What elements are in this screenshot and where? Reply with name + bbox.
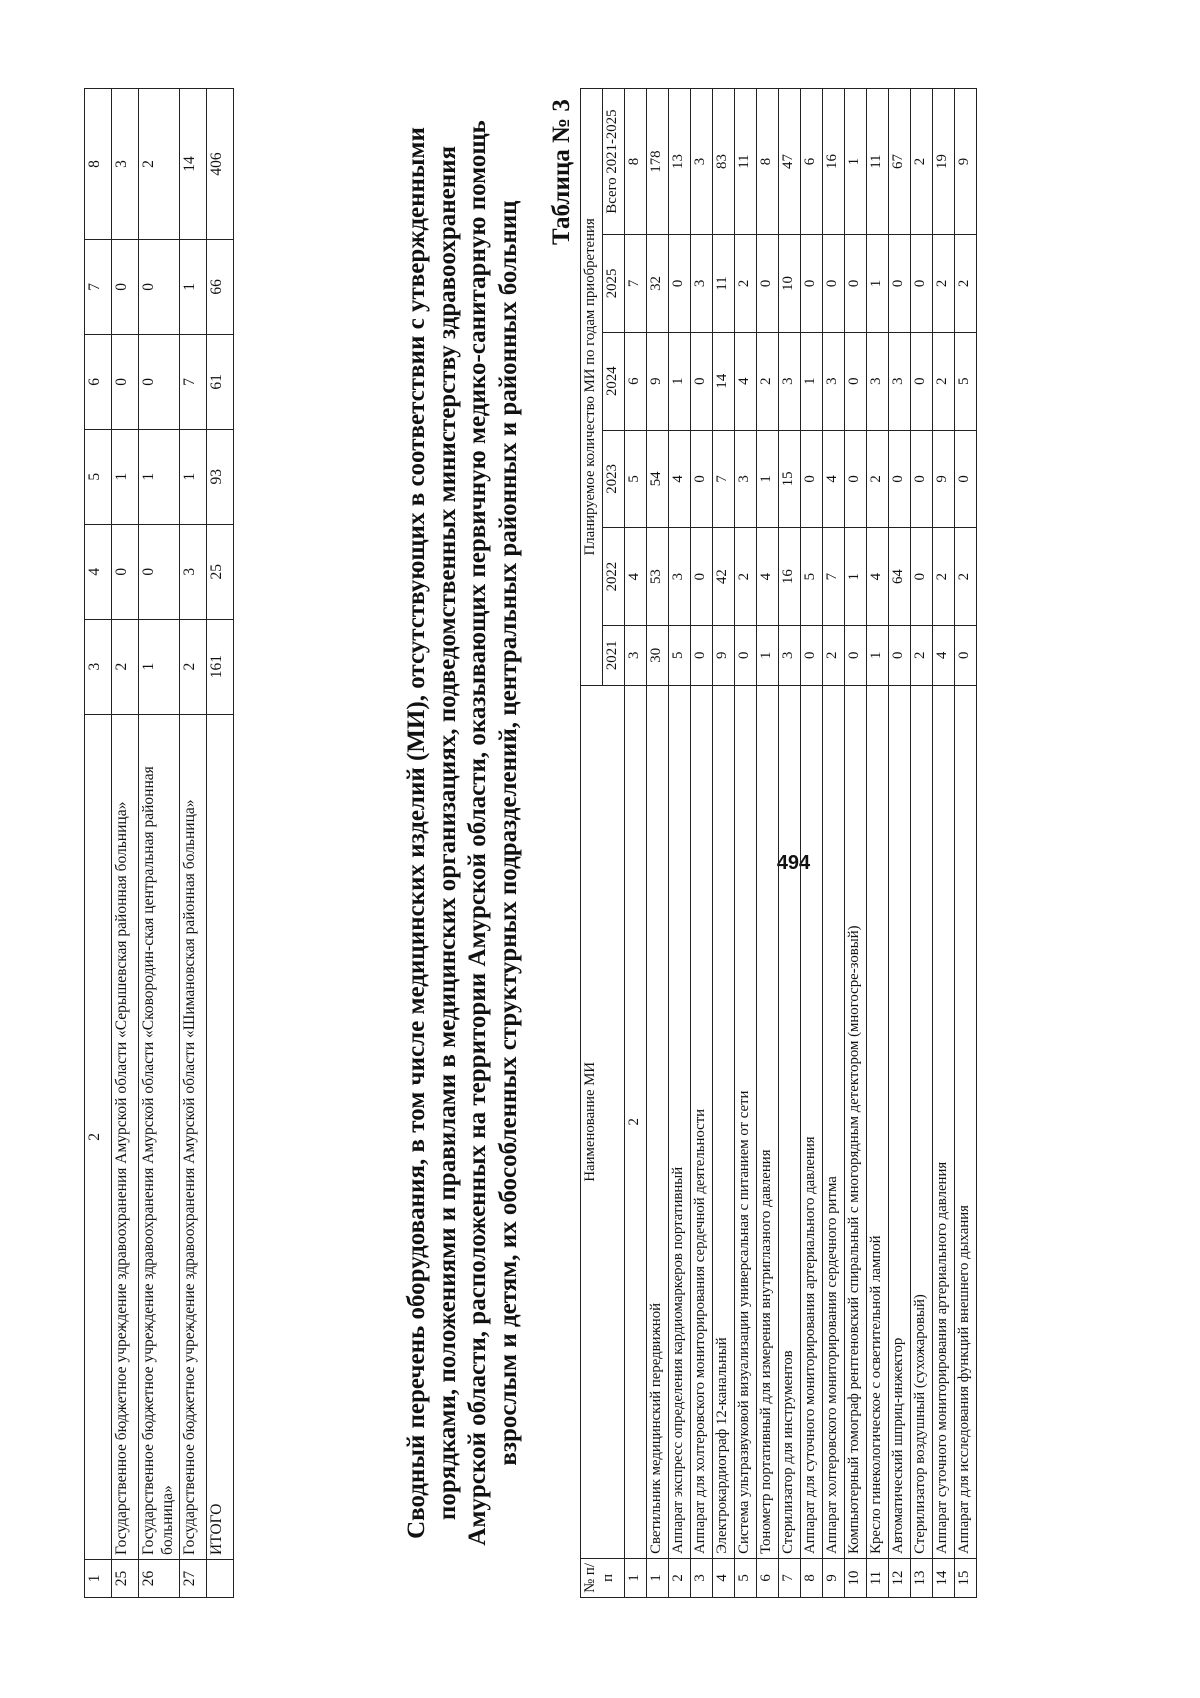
table-cell: 5 [735, 1558, 757, 1597]
table-cell: 16 [823, 89, 845, 235]
table-cell: 27 [179, 1560, 206, 1598]
table-cell: 0 [823, 235, 845, 333]
year-header: 2023 [603, 430, 625, 528]
table-cell: 3 [179, 524, 206, 619]
table-cell: 14 [713, 332, 735, 430]
table-cell: 11 [867, 1558, 889, 1597]
table-cell: Государственное бюджетное учреждение здравоохранения Амурской области «Шимановская районная больница» [179, 714, 206, 1559]
table-cell: 0 [845, 332, 867, 430]
table-cell: ИТОГО [206, 714, 233, 1559]
table-cell: 2 [911, 89, 933, 235]
table-cell: 0 [889, 625, 911, 685]
table-cell: 93 [206, 429, 233, 524]
table-cell: 14 [933, 1558, 955, 1597]
header-cell: 2 [85, 714, 112, 1559]
table-cell: 0 [955, 625, 977, 685]
column-number: 4 [625, 528, 647, 626]
table-cell: 0 [691, 625, 713, 685]
table-cell: 4 [933, 625, 955, 685]
table-cell: 11 [735, 89, 757, 235]
table-cell: 0 [139, 239, 180, 334]
table-cell: 26 [139, 1560, 180, 1598]
table-cell: 1 [845, 528, 867, 626]
table-cell: 0 [691, 430, 713, 528]
table-row [867, 89, 889, 1598]
table-cell: 1 [669, 332, 691, 430]
year-header: 2025 [603, 235, 625, 333]
table-cell: 2 [757, 332, 779, 430]
year-header: 2021 [603, 625, 625, 685]
table-cell: 4 [735, 332, 757, 430]
table-cell: Аппарат для холтеровского мониторирования сердечной деятельности [691, 685, 713, 1558]
table-cell [206, 1560, 233, 1598]
table-row [933, 89, 955, 1598]
table-row [647, 89, 669, 1598]
table-cell: Аппарат для исследования функций внешнего дыхания [955, 685, 977, 1558]
table-cell: 4 [713, 1558, 735, 1597]
header-cell: 1 [85, 1560, 112, 1598]
table-cell: Аппарат экспресс определения кардиомаркеров портативный [669, 685, 691, 1558]
table-cell: 2 [139, 89, 180, 240]
table-cell: 4 [757, 528, 779, 626]
table-cell: 0 [955, 430, 977, 528]
table-cell: 0 [669, 235, 691, 333]
table-cell: 0 [801, 430, 823, 528]
table-cell: Светильник медицинский передвижной [647, 685, 669, 1558]
table-cell: 83 [713, 89, 735, 235]
header-cell: 3 [85, 619, 112, 714]
table-cell: 3 [691, 89, 713, 235]
table-cell: 1 [867, 625, 889, 685]
table-cell: 2 [179, 619, 206, 714]
document-title: Сводный перечень оборудования, в том числе медицинских изделий (МИ), отсутствующих в соответствии с утвержденными порядками, положениями и правилами в медицинских организациях, подведомственных министерству здравоохранения Амурской области, расположенных на территории Амурской области, оказывающих первичную медико-санитарную помощь взрослым и детям, их обособленных структурных подразделений, центральных районных и районных больниц [403, 120, 522, 1546]
table-row [179, 89, 206, 1598]
column-number: 1 [625, 1558, 647, 1597]
table-cell: 0 [845, 625, 867, 685]
table-row [889, 89, 911, 1598]
table-cell: 19 [933, 89, 955, 235]
table-cell: Государственное бюджетное учреждение здравоохранения Амурской области «Серышевская районная больница» [112, 714, 139, 1559]
year-header: 2024 [603, 332, 625, 430]
table-cell: 1 [179, 239, 206, 334]
column-number: 5 [625, 430, 647, 528]
table-cell: 6 [757, 1558, 779, 1597]
year-header: Всего 2021-2025 [603, 89, 625, 235]
table-cell: 0 [801, 235, 823, 333]
table-number-label: Таблица № 3 [548, 99, 575, 245]
table-row [691, 89, 713, 1598]
table-cell: 11 [713, 235, 735, 333]
table-cell: 10 [779, 235, 801, 333]
table-cell: 8 [757, 89, 779, 235]
table-cell: 3 [112, 89, 139, 240]
column-number: 7 [625, 235, 647, 333]
table-cell: 0 [112, 334, 139, 429]
table-cell: 178 [647, 89, 669, 235]
column-number: 2 [625, 685, 647, 1558]
table-cell: 66 [206, 239, 233, 334]
table-row [206, 89, 233, 1598]
table-cell: 4 [867, 528, 889, 626]
header-cell: 7 [85, 239, 112, 334]
table-cell: 13 [911, 1558, 933, 1597]
table-cell: 8 [801, 1558, 823, 1597]
table-cell: 0 [889, 430, 911, 528]
table-cell: 3 [691, 1558, 713, 1597]
table-cell: 5 [669, 625, 691, 685]
table-cell: 1 [647, 1558, 669, 1597]
table-cell: 5 [955, 332, 977, 430]
table-cell: 0 [691, 528, 713, 626]
column-number: 6 [625, 332, 647, 430]
column-number: 3 [625, 625, 647, 685]
table-hospitals-continued [84, 88, 234, 1598]
table-row [112, 89, 139, 1598]
table-cell: 2 [955, 235, 977, 333]
table-equipment-list [580, 88, 977, 1598]
header-cell: 4 [85, 524, 112, 619]
table-cell: 0 [112, 524, 139, 619]
table-header-row [581, 89, 603, 1598]
table-cell: 4 [669, 430, 691, 528]
table-row [669, 89, 691, 1598]
table-row [139, 89, 180, 1598]
table-cell: 30 [647, 625, 669, 685]
table-cell: 3 [735, 430, 757, 528]
table-row [779, 89, 801, 1598]
table-cell: 25 [206, 524, 233, 619]
header-plan: Планируемое количество МИ по годам приобретения [581, 89, 603, 686]
table-cell: 0 [139, 524, 180, 619]
table-cell: 25 [112, 1560, 139, 1598]
table-cell: 9 [955, 89, 977, 235]
table-cell: 0 [911, 332, 933, 430]
header-no: № п/п [581, 1558, 625, 1597]
table-cell: Аппарат суточного мониторирования артериального давления [933, 685, 955, 1558]
table-cell: 0 [757, 235, 779, 333]
table-cell: 3 [669, 528, 691, 626]
header-cell: 6 [85, 334, 112, 429]
table-cell: 2 [911, 625, 933, 685]
table-cell: 2 [112, 619, 139, 714]
table-cell: 0 [735, 625, 757, 685]
page-number: 494 [776, 851, 811, 874]
table-cell: 16 [779, 528, 801, 626]
table-cell: 1 [867, 235, 889, 333]
table-row [911, 89, 933, 1598]
table-row [955, 89, 977, 1598]
table-cell: 2 [735, 235, 757, 333]
table-cell: 2 [933, 528, 955, 626]
table-cell: 2 [933, 332, 955, 430]
table-cell: 9 [647, 332, 669, 430]
table-cell: 9 [713, 625, 735, 685]
table-cell: 61 [206, 334, 233, 429]
table-cell: 0 [801, 625, 823, 685]
year-header: 2022 [603, 528, 625, 626]
table-cell: 3 [779, 625, 801, 685]
table-cell: 13 [669, 89, 691, 235]
table-cell: 2 [669, 1558, 691, 1597]
column-number: 8 [625, 89, 647, 235]
table-cell: 14 [179, 89, 206, 240]
table-cell: 1 [801, 332, 823, 430]
table-cell: 7 [179, 334, 206, 429]
table-cell: 15 [779, 430, 801, 528]
table-cell: Стерилизатор воздушный (сухожаровый) [911, 685, 933, 1558]
table-cell: Тонометр портативный для измерения внутриглазного давления [757, 685, 779, 1558]
table-cell: 3 [691, 235, 713, 333]
table-cell: 64 [889, 528, 911, 626]
table-cell: 12 [889, 1558, 911, 1597]
table-cell: 4 [823, 430, 845, 528]
table-numbering-row [625, 89, 647, 1598]
table-cell: 2 [955, 528, 977, 626]
table-cell: 1 [845, 89, 867, 235]
header-cell: 8 [85, 89, 112, 240]
table-cell: 3 [889, 332, 911, 430]
header-cell: 5 [85, 429, 112, 524]
table-cell: 0 [911, 235, 933, 333]
table-cell: 6 [801, 89, 823, 235]
table-cell: 1 [757, 625, 779, 685]
table-cell: 10 [845, 1558, 867, 1597]
table-row [845, 89, 867, 1598]
table-cell: 0 [139, 334, 180, 429]
table-cell: 9 [823, 1558, 845, 1597]
table-cell: 3 [823, 332, 845, 430]
table-cell: 5 [801, 528, 823, 626]
table-cell: 0 [889, 235, 911, 333]
table-cell: 42 [713, 528, 735, 626]
table-cell: Стерилизатор для инструментов [779, 685, 801, 1558]
table-cell: 1 [139, 619, 180, 714]
table-cell: 2 [823, 625, 845, 685]
table-cell: 3 [867, 332, 889, 430]
table-cell: 1 [139, 429, 180, 524]
table-cell: 161 [206, 619, 233, 714]
table-cell: Компьютерный томограф рентгеновский спиральный с многорядным детектором (многосре-зовый) [845, 685, 867, 1558]
table-cell: 406 [206, 89, 233, 240]
table-cell: 53 [647, 528, 669, 626]
header-name: Наименование МИ [581, 685, 625, 1558]
table-cell: 11 [867, 89, 889, 235]
table-cell: Автоматический шприц-инжектор [889, 685, 911, 1558]
table-cell: 1 [179, 429, 206, 524]
table-cell: 2 [933, 235, 955, 333]
table-cell: Кресло гинекологическое с осветительной лампой [867, 685, 889, 1558]
table-header-row [85, 89, 112, 1598]
table-cell: 15 [955, 1558, 977, 1597]
table-cell: 9 [933, 430, 955, 528]
table-cell: 32 [647, 235, 669, 333]
table-row [823, 89, 845, 1598]
table-cell: 7 [713, 430, 735, 528]
table-row [713, 89, 735, 1598]
table-cell: 1 [112, 429, 139, 524]
table-cell: 2 [867, 430, 889, 528]
table-cell: Государственное бюджетное учреждение здравоохранения Амурской области «Сковородин-ская центральная районная больница» [139, 714, 180, 1559]
table-cell: 0 [911, 528, 933, 626]
table-cell: Аппарат холтеровского мониторирования сердечного ритма [823, 685, 845, 1558]
table-cell: 7 [823, 528, 845, 626]
table-cell: 7 [779, 1558, 801, 1597]
table-cell: Электрокардиограф 12-канальный [713, 685, 735, 1558]
table-cell: 3 [779, 332, 801, 430]
table-cell: 67 [889, 89, 911, 235]
table-cell: 0 [845, 235, 867, 333]
table-cell: 2 [735, 528, 757, 626]
table-cell: 0 [112, 239, 139, 334]
table-cell: Система ультразвуковой визуализации универсальная с питанием от сети [735, 685, 757, 1558]
table-cell: 0 [911, 430, 933, 528]
table-cell: 0 [691, 332, 713, 430]
table-row [801, 89, 823, 1598]
table-cell: Аппарат для суточного мониторирования артериального давления [801, 685, 823, 1558]
table-row [757, 89, 779, 1598]
table-cell: 1 [757, 430, 779, 528]
table-cell: 0 [845, 430, 867, 528]
table-row [735, 89, 757, 1598]
table-cell: 47 [779, 89, 801, 235]
table-cell: 54 [647, 430, 669, 528]
